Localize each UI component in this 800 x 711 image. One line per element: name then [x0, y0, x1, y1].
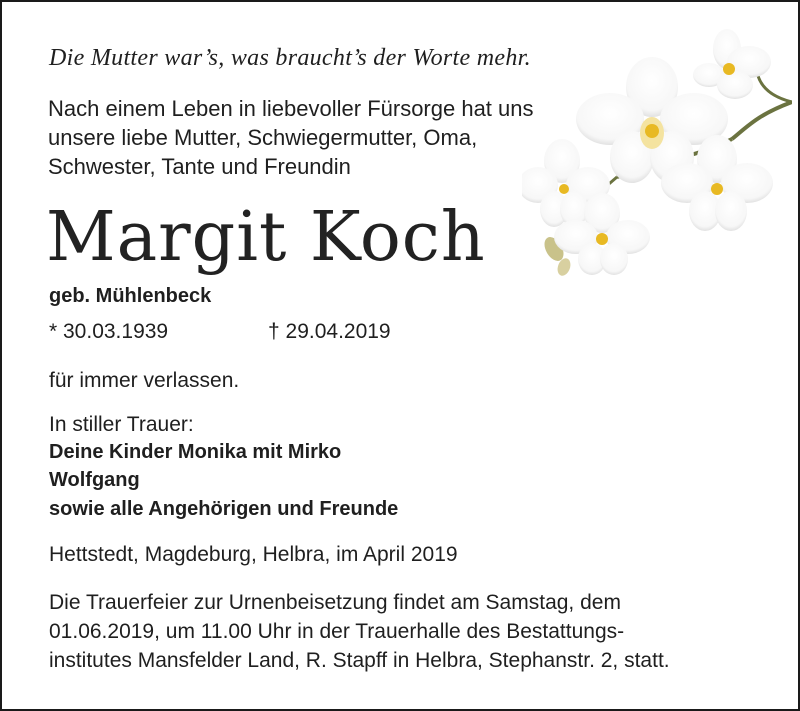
birth-name: geb. Mühlenbeck [49, 285, 212, 307]
death-date: † 29.04.2019 [268, 320, 391, 343]
left-us-text: für immer verlassen. [49, 369, 240, 392]
ceremony-line-3: institutes Mansfelder Land, R. Stapff in Helbra, Stephanstr. 2, statt. [49, 649, 670, 672]
ceremony-line-2: 01.06.2019, um 11.00 Uhr in der Trauerhalle des Bestattungs- [49, 620, 625, 643]
mourner-line-2: Wolfgang [49, 469, 140, 491]
white-orchid-image [522, 27, 792, 287]
birth-date: * 30.03.1939 [49, 320, 169, 343]
motto: Die Mutter war’s, was braucht’s der Worte mehr. [49, 45, 531, 71]
deceased-name: Margit Koch [46, 198, 486, 277]
mourner-line-3: sowie alle Angehörigen und Freunde [49, 498, 399, 520]
ceremony-line-1: Die Trauerfeier zur Urnenbeisetzung findet am Samstag, dem [49, 591, 621, 614]
place-date: Hettstedt, Magdeburg, Helbra, im April 2019 [49, 543, 458, 566]
intro-line-1: Nach einem Leben in liebevoller Fürsorge hat uns [48, 96, 534, 121]
intro-line-2: unsere liebe Mutter, Schwiegermutter, Oma, [48, 125, 478, 150]
mourner-line-1: Deine Kinder Monika mit Mirko [49, 441, 342, 463]
mourning-intro: In stiller Trauer: [49, 413, 194, 436]
intro-line-3: Schwester, Tante und Freundin [48, 154, 351, 179]
